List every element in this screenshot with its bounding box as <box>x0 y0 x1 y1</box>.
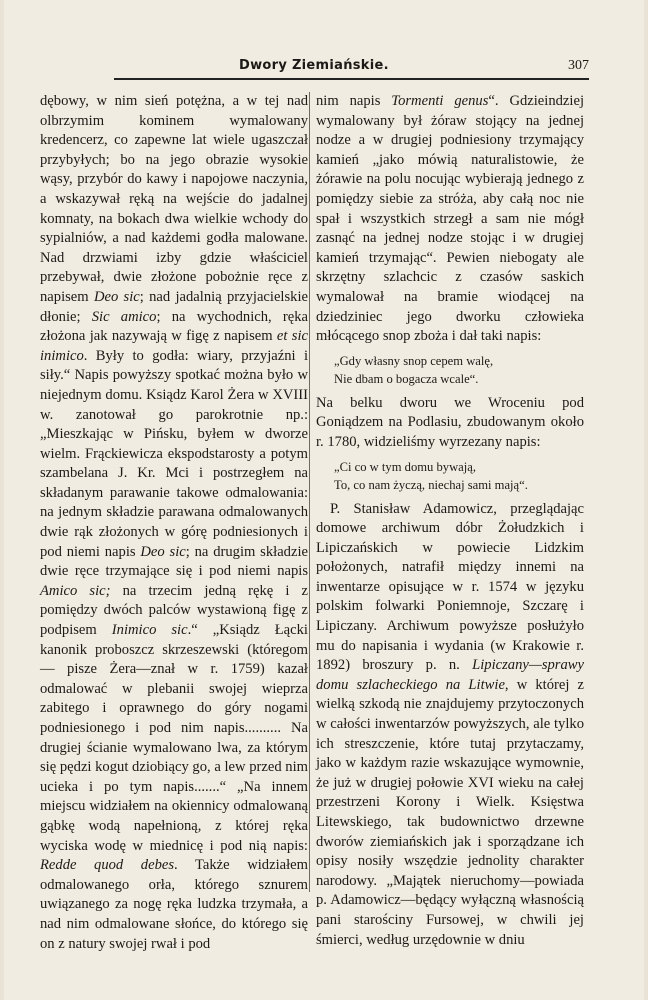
verse-line: Nie dbam o bogacza wcale“. <box>334 371 479 386</box>
left-column <box>40 92 308 954</box>
latin-motto: Sic amico <box>91 308 157 325</box>
running-title: Dwory Ziemiańskie. <box>239 58 389 73</box>
book-title: Lipiczany—sprawy domu szlacheckiego na Litwie <box>316 657 584 693</box>
page-header <box>114 56 589 80</box>
verse-line: „Gdy własny snop cepem walę, <box>334 353 494 368</box>
page-number: 307 <box>568 58 589 73</box>
right-paragraph-1: nim napis Tormenti genus“. Gdzieindziej wymalowany był żóraw stojący na jednej nodze a w drugiej podniesiony trzymający kamień „jako mówią naturalistowie, że żórawie na polu nocując wybierają jednego z pomiędzy siebie za stróża, aby całą noc nie spał i wszystkich strzegł a sam nie mógł zasnąć na jednej nodze stojąc i w drugiej kamień trzymając“. Pewien niebogaty ale skrzętny szlachcic z czasów saskich wymalował na bramie wiodącej na dziedziniec jego dworku człowieka młócącego snop zboża i dał taki napis: <box>316 93 584 345</box>
right-paragraph-3: P. Stanisław Adamowicz, przeglądając domowe archiwum dóbr Żołudzkich i Lipiczańskich w powiecie Lidzkim położonych, natrafił między innemi na inwentarze opisujące w r. 1574 w języku polskim folwarki Poniemnoje, Szczarę i Lipiczany. Archiwum powyższe posłużyło mu do napisania i wydania (w Krakowie r. 1892) broszury p. n. Lipiczany—sprawy domu szlacheckiego na Litwie, w której z wielką szkodą nie znajdujemy przytoczonych w całości inwentarzów powyższych, ale tylko ich streszczenie, które tutaj przytaczamy, jako w każdym razie wskazujące wymownie, że już w drugiej połowie XVI wieku na całej przestrzeni Korony i Wielk. Księstwa Litewskiego, tak budownictwo drzewne dworów ziemiańskich jak i sporządzane ich opisy nosiły wszędzie jednolity charakter narodowy. „Majątek nieruchomy—powiada p. Adamowicz—będący wyłączną własnością pani starościny Fursowej, w chwili jej śmierci, według urzędownie w dniu <box>316 500 584 948</box>
left-paragraph: dębowy, w nim sień potężna, a w tej nad olbrzymim kominem wymalowany kredencerz, co zapewne lat wiele ugaszczał przybyłych; bo na jego obrazie wysokie wąsy, przybór do kawy i napojowe naczynia, a wskazywał ręką na wejście do jadalnej komnaty, na bokach dwa wielkie wchody do sypialniów, a nad każdemi godła malowane. Nad drzwiami izby gdzie właściciel przebywał, dwie złożone pobożnie ręce z napisem Deo sic; nad jadalnią przyjacielskie dłonie; Sic amico; na wychodnich, ręka złożona jak nazywają w figę z napisem et sic inimico. Były to godła: wiary, przyjaźni i siły.“ Napis powyższy spotkać można było w niejednym domu. Ksiądz Karol Żera w XVIII w. zanotował go parokrotnie np.: „Mieszkając w Pińsku, byłem w dworze wielm. Frąckiewicza ekspodstarosty a potym szambelana J. Kr. Mci i postrzegłem na składanym parawanie takowe odmalowania: na jednym składzie parawana odmalowanych dwie rąk złożonych w górę podniesionych i pod niemi napis Deo sic; na drugim składzie dwie ręce trzymające się i pod niemi napis Amico sic; na trzecim jedną rękę i z pomiędzy dwóch palców wystawioną figę z podpisem Inimico sic.“ „Ksiądz Łącki kanonik proboszcz skrzeszewski (któregom — pisze Żera—znał w r. 1759) kazał odmalować w plebanii swojej wieprza zabitego i oprawnego do góry nogami podniesionego i pod nim napis.......... Na drugiej ścianie wymalowano lwa, za którym się pędzi kogut dziobiący go, a lew przed nim ucieka i po tym napis.......“ „Na innem miejscu widziałem na okiennicy odmalowaną gąbkę wodą napełnioną, z której ręka wyciska wodę w miednicę i pod nią napis: Redde quod debes. Także widziałem odmalowanego orła, którego sznurem uwiązanego za nogę ręka ludzka trzymała, a nad nim odmalowane słońce, do którego się on z natury swojej rwał i pod <box>40 93 308 952</box>
latin-motto: Tormenti genus <box>391 93 489 109</box>
latin-motto: Deo sic <box>140 543 186 560</box>
verse-line: To, co nam życzą, niechaj sami mają“. <box>334 477 528 492</box>
latin-motto: et sic inimico <box>40 328 308 364</box>
latin-motto: Inimico sic <box>111 622 188 639</box>
latin-motto: Deo sic <box>93 288 140 305</box>
right-column <box>316 92 584 950</box>
latin-motto: Redde quod debes <box>40 857 175 874</box>
right-paragraph-2: Na belku dworu we Wroceniu pod Goniądzem na Podlasiu, zbudowanym około r. 1780, widzieliśmy wyrzezany napis: <box>316 394 584 450</box>
inscription-verse-1 <box>334 352 584 388</box>
header-rule <box>114 78 589 80</box>
verse-line: „Ci co w tym domu bywają, <box>334 459 477 474</box>
latin-motto: Amico sic; <box>40 582 111 599</box>
inscription-verse-2 <box>334 458 584 494</box>
column-divider <box>309 92 310 892</box>
book-page <box>4 0 644 1000</box>
